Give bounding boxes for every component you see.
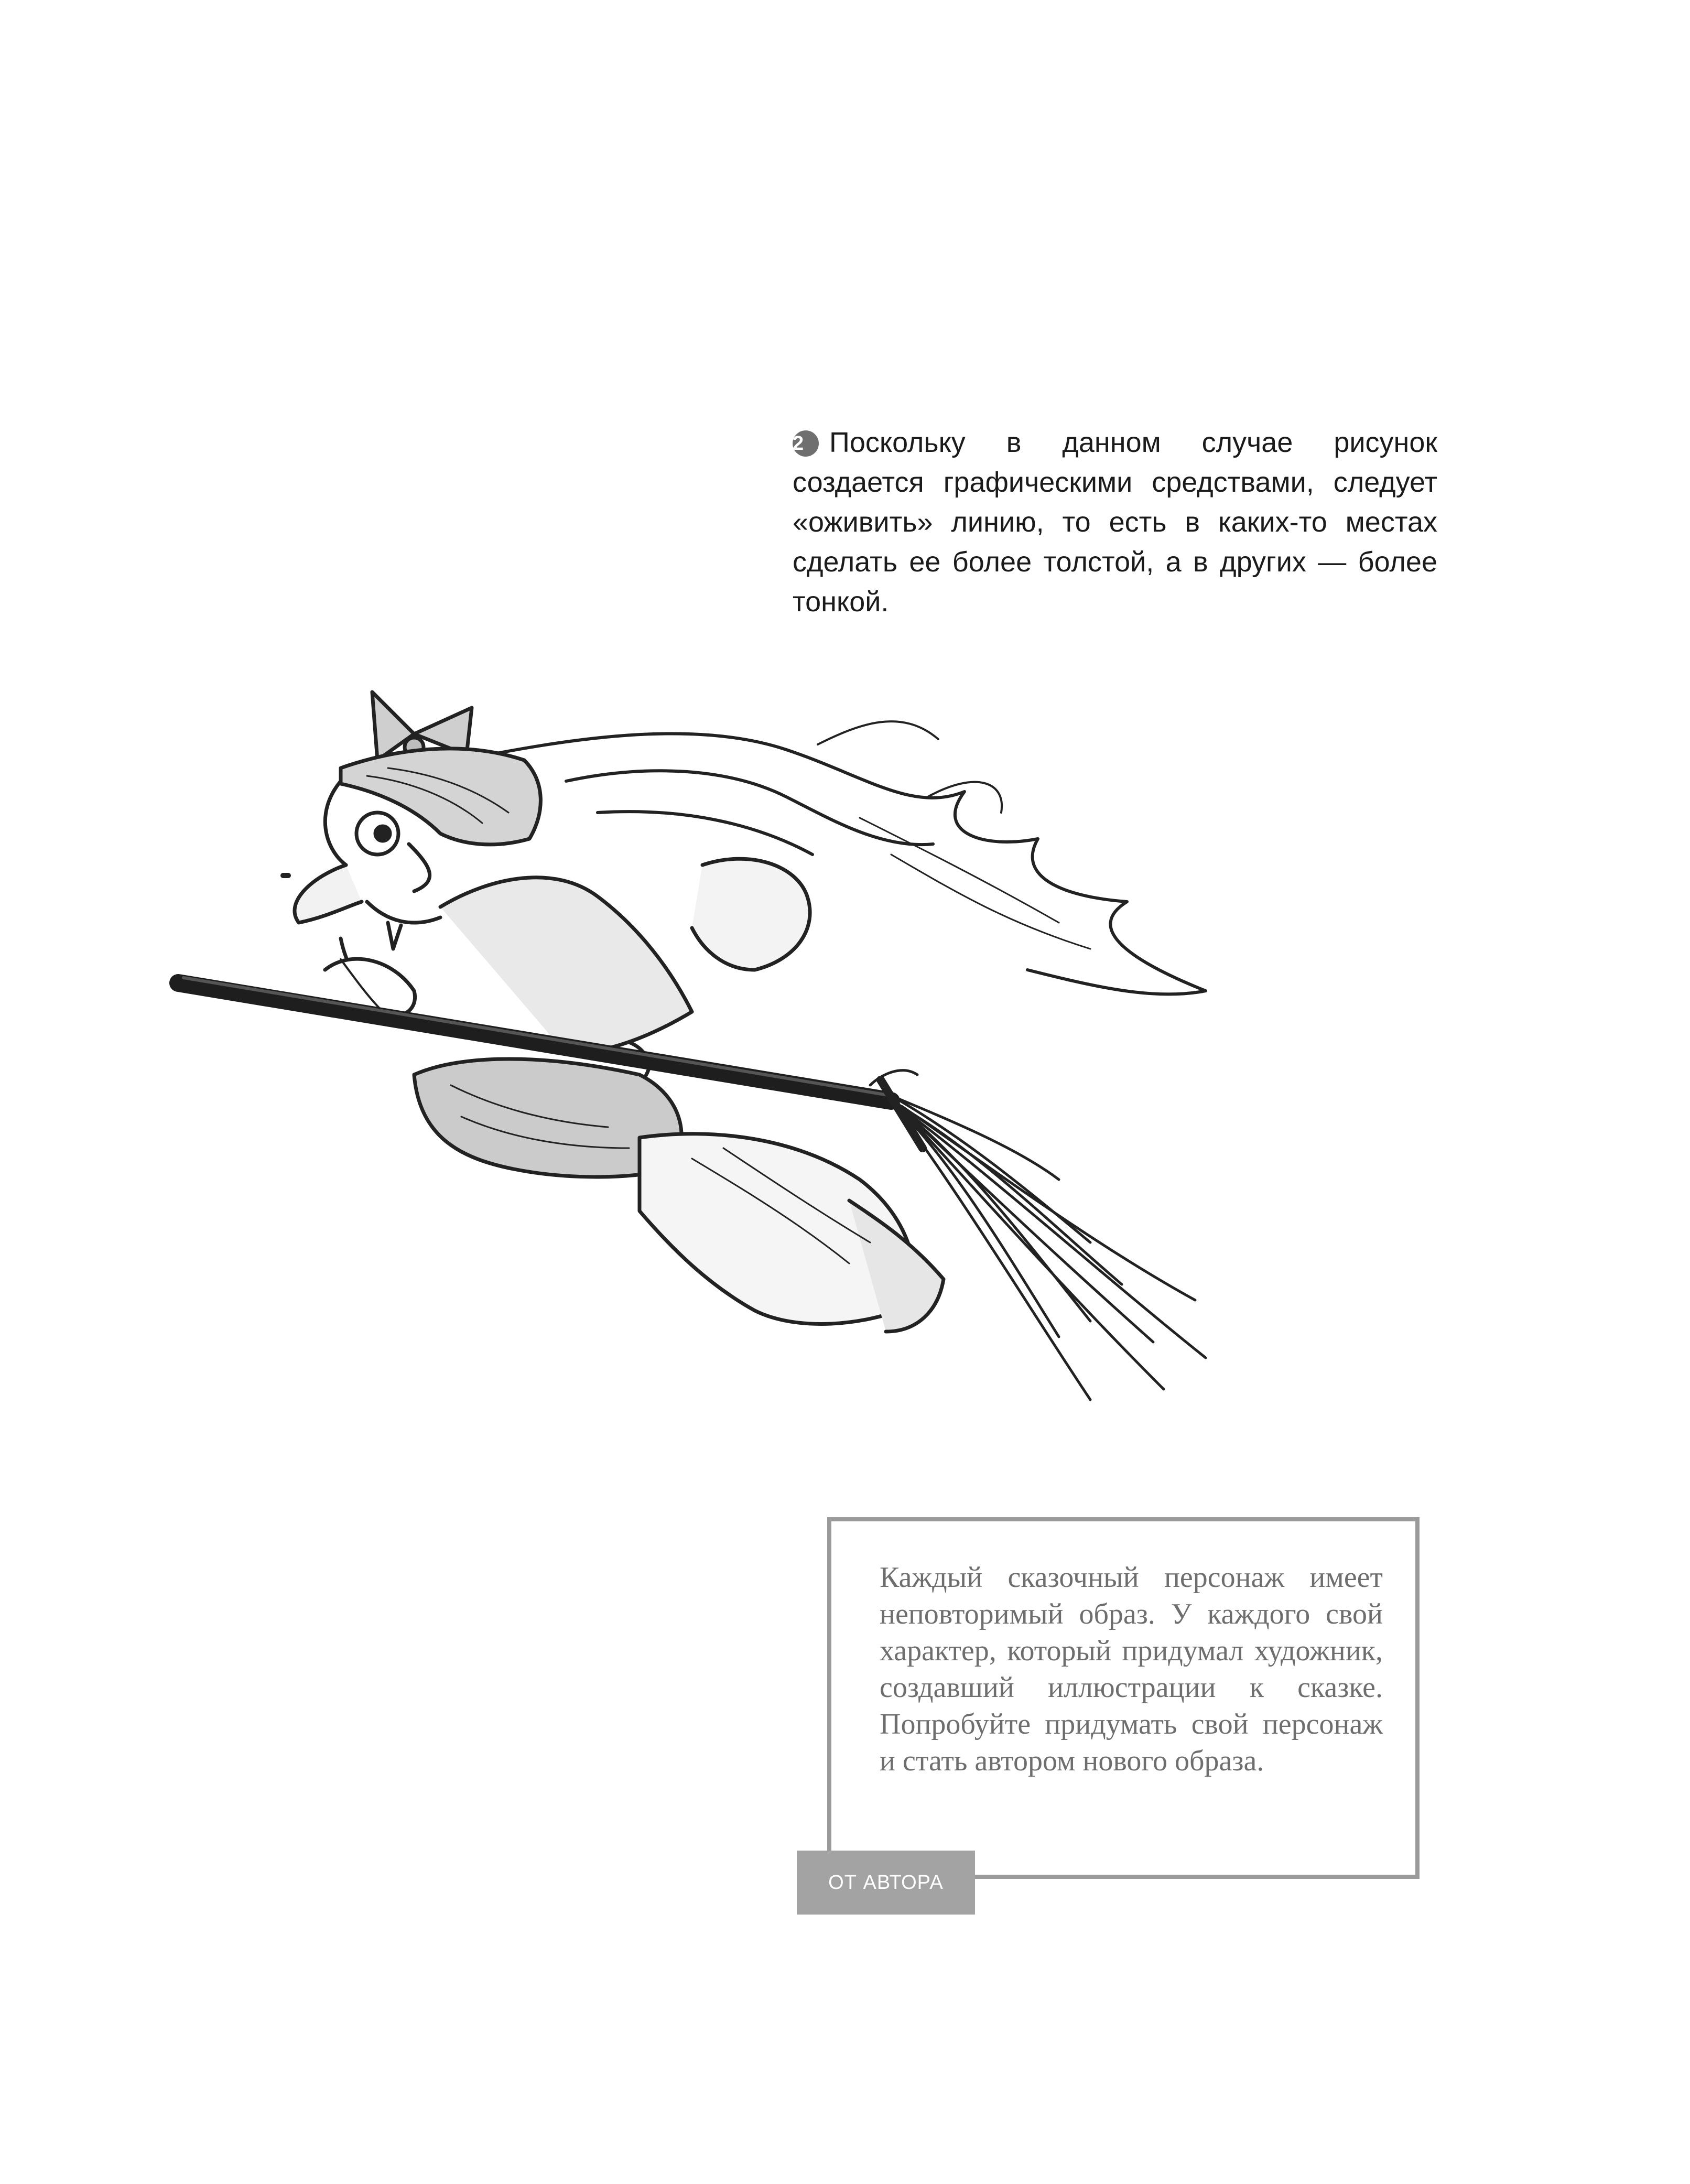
legs-drawing [640,1134,944,1332]
dress-drawing [414,859,810,1177]
step-paragraph [793,423,1437,622]
witch-on-broom-illustration [168,676,1352,1457]
author-note-box [827,1517,1420,1879]
step-number-badge: 2 [793,430,819,457]
broom-bristles-drawing [870,1071,1206,1400]
author-note-label: ОТ АВТОРА [797,1851,975,1915]
step-text: Поскольку в данном случае рисунок создается графическими средствами, следует «оживить» линию, то есть в каких-то местах сделать ее более толстой, а в других — более тонкой. [793,427,1437,618]
author-note-text: Каждый сказочный персонаж имеет неповторимый образ. У каждого свой характер, который придумал художник, создавший иллюстрации к сказке. Попробуйте придумать свой персонаж и стать автором нового образа. [880,1561,1383,1777]
